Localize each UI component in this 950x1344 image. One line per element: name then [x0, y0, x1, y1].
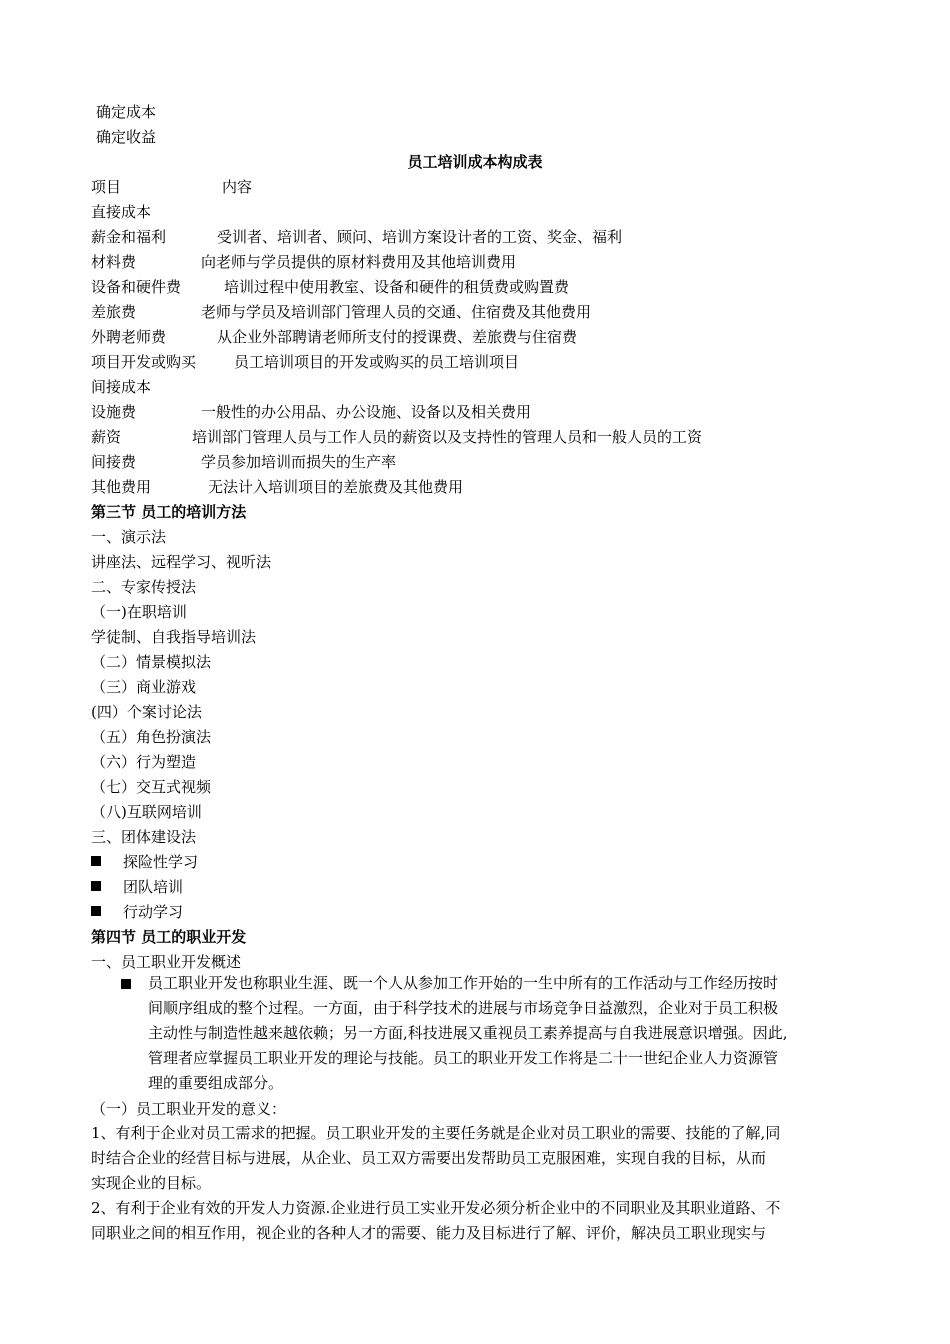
square-bullet-icon: [91, 856, 101, 866]
square-bullet-icon: [91, 906, 101, 916]
list-item: [91, 901, 183, 923]
section3-line: （八)互联网培训: [91, 803, 202, 821]
list-item-label: 团队培训: [123, 878, 184, 896]
section3-line: 二、专家传授法: [91, 578, 197, 596]
section3-line: （六）行为塑造: [91, 753, 197, 771]
career-overview-paragraph: [148, 971, 788, 1096]
paragraph-line: 员工职业开发也称职业生涯、既一个人从参加工作开始的一生中所有的工作活动与工作经历按时: [148, 974, 779, 992]
indirect-cost-label: 间接成本: [91, 378, 152, 396]
table-title: 员工培训成本构成表: [407, 153, 543, 171]
section3-heading: 第三节 员工的培训方法: [91, 503, 247, 521]
table-row-item: 外聘老师费: [91, 328, 167, 346]
section3-line: （五）角色扮演法: [91, 728, 212, 746]
list-item-label: 行动学习: [123, 903, 184, 921]
table-row-item: 设施费: [91, 403, 137, 421]
section3-line: 学徒制、自我指导培训法: [91, 628, 257, 646]
square-bullet-icon: [121, 979, 131, 989]
paragraph-line: 1、有利于企业对员工需求的把握。员工职业开发的主要任务就是企业对员工职业的需要、技能的了解,同: [91, 1124, 781, 1142]
paragraph-line: 时结合企业的经营目标与进展，从企业、员工双方需要出发帮助员工克服困难，实现自我的目标，从而: [91, 1149, 767, 1167]
table-row-item: 材料费: [91, 253, 137, 271]
square-bullet-icon: [91, 881, 101, 891]
table-row-item: 设备和硬件费: [91, 278, 182, 296]
list-item-label: 探险性学习: [123, 853, 199, 871]
table-row-content: 老师与学员及培训部门管理人员的交通、住宿费及其他费用: [201, 303, 592, 321]
table-row-content: 从企业外部聘请老师所支付的授课费、差旅费与住宿费: [217, 328, 578, 346]
list-item: [91, 876, 183, 898]
section3-line: 三、团体建设法: [91, 828, 197, 846]
table-row-item: 其他费用: [91, 478, 152, 496]
table-row-content: 学员参加培训而损失的生产率: [201, 453, 397, 471]
meaning-paragraph-1: [91, 1121, 780, 1196]
table-row-content: 无法计入培训项目的差旅费及其他费用: [208, 478, 464, 496]
section3-line: (四）个案讨论法: [91, 703, 202, 721]
section3-line: 讲座法、远程学习、视听法: [91, 553, 272, 571]
direct-cost-label: 直接成本: [91, 203, 152, 221]
table-header-content: 内容: [222, 178, 253, 196]
table-header-item: 项目: [91, 178, 122, 196]
paragraph-line: 间顺序组成的整个过程。一方面，由于科学技术的进展与市场竞争日益激烈，企业对于员工积极: [148, 999, 779, 1017]
table-row-content: 培训部门管理人员与工作人员的薪资以及支持性的管理人员和一般人员的工资: [192, 428, 703, 446]
paragraph-line: 主动性与制造性越来越依赖；另一方面,科技进展又重视员工素养提高与自我进展意识增强。因此,: [148, 1024, 788, 1042]
section4-subheading: 一、员工职业开发概述: [91, 953, 242, 971]
table-row-item: 差旅费: [91, 303, 137, 321]
table-row-item: 薪资: [91, 428, 122, 446]
table-row-item: 项目开发或购买: [91, 353, 197, 371]
table-row-content: 受训者、培训者、顾问、培训方案设计者的工资、奖金、福利: [217, 228, 623, 246]
section4-heading: 第四节 员工的职业开发: [91, 928, 247, 946]
section3-line: （一)在职培训: [91, 603, 187, 621]
table-row-content: 培训过程中使用教室、设备和硬件的租赁费或购置费: [224, 278, 570, 296]
intro-line-cost: 确定成本: [96, 103, 157, 121]
paragraph-line: 管理者应掌握员工职业开发的理论与技能。员工的职业开发工作将是二十一世纪企业人力资源管: [148, 1049, 779, 1067]
section3-line: 一、演示法: [91, 528, 167, 546]
section3-line: （三）商业游戏: [91, 678, 197, 696]
intro-line-benefit: 确定收益: [96, 128, 157, 146]
table-row-item: 薪金和福利: [91, 228, 167, 246]
section3-line: （二）情景模拟法: [91, 653, 212, 671]
paragraph-line: 理的重要组成部分。: [148, 1074, 284, 1092]
paragraph-line: 2、有利于企业有效的开发人力资源.企业进行员工实业开发必须分析企业中的不同职业及其职业道路、不: [91, 1199, 781, 1217]
paragraph-line: 实现企业的目标。: [91, 1174, 212, 1192]
paragraph-line: 同职业之间的相互作用，视企业的各种人才的需要、能力及目标进行了解、评价，解决员工职业现实与: [91, 1224, 767, 1242]
table-row-content: 员工培训项目的开发或购买的员工培训项目: [234, 353, 520, 371]
table-row-content: 向老师与学员提供的原材料费用及其他培训费用: [201, 253, 517, 271]
table-row-content: 一般性的办公用品、办公设施、设备以及相关费用: [201, 403, 532, 421]
table-row-item: 间接费: [91, 453, 137, 471]
section3-line: （七）交互式视频: [91, 778, 212, 796]
meaning-paragraph-2: [91, 1196, 780, 1246]
meaning-heading: （一）员工职业开发的意义：: [91, 1100, 287, 1118]
list-item: [91, 851, 198, 873]
